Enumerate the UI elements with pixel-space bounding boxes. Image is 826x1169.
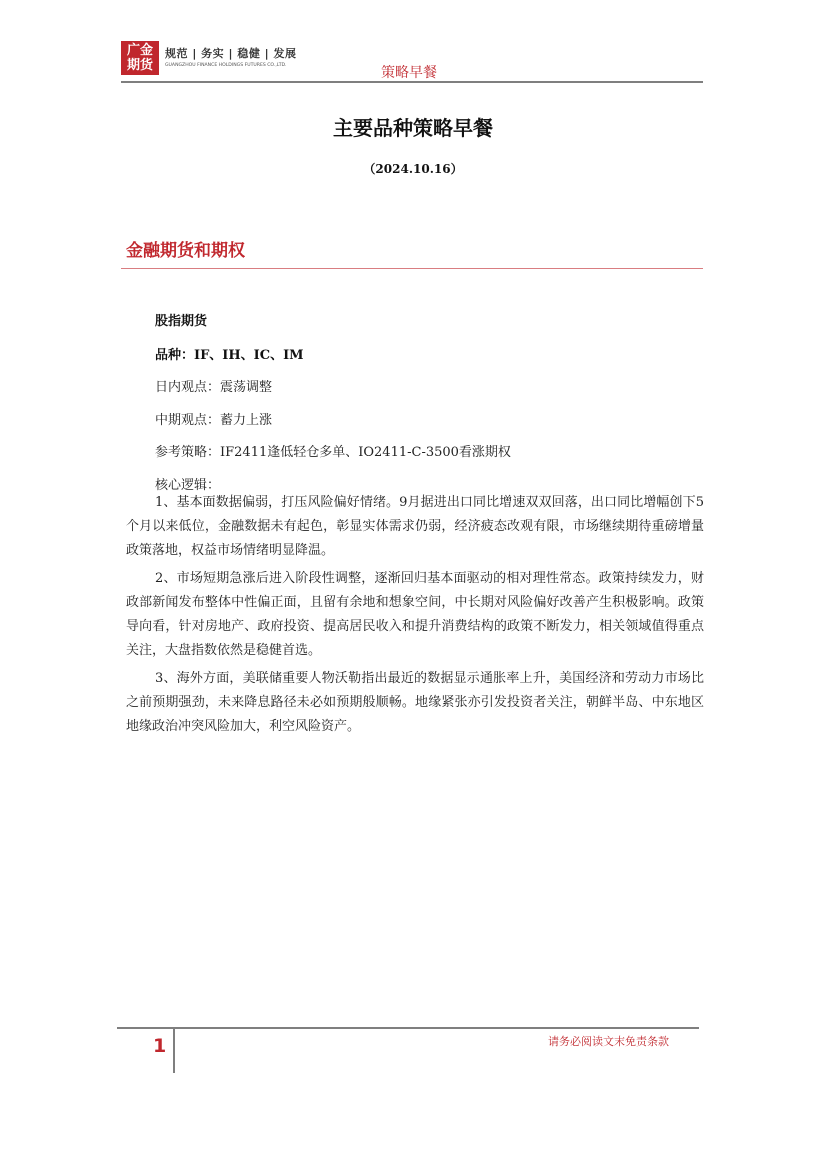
logic-paragraph-1: 1、基本面数据偏弱，打压风险偏好情绪。9月据进出口同比增速双双回落，出口同比增幅创下5个月以来低位，金融数据未有起色，彰显实体需求仍弱，经济疲态改观有限，市场继续期待重磅增量政策落地，权益市场情绪明显降温。 (126, 495, 704, 558)
company-logo (121, 41, 159, 75)
page-number: 1 (153, 1035, 167, 1057)
sub-heading: 股指期货 (155, 314, 208, 329)
footer-vertical-divider (173, 1029, 175, 1073)
report-name: 策略早餐 (381, 65, 437, 81)
section-divider (121, 268, 703, 269)
header-divider (121, 81, 703, 83)
logic-paragraph-2: 2、市场短期急涨后进入阶段性调整，逐渐回归基本面驱动的相对理性常态。政策持续发力，财政部新闻发布整体中性偏正面，且留有余地和想象空间，中长期对风险偏好改善产生积极影响。政策导向看，针对房地产、政府投资、提高居民收入和提升消费结构的政策不断发力，相关领域值得重点关注，大盘指数依然是稳健首选。 (126, 571, 704, 658)
strategy-line: 参考策略：IF2411逢低轻仓多单、IO2411-C-3500看涨期权 (155, 445, 511, 460)
company-english-name: GUANGZHOU FINANCE HOLDINGS FUTURES CO.,LTD. (165, 63, 287, 68)
document-date: （2024.10.16） (363, 162, 463, 176)
document-title: 主要品种策略早餐 (333, 116, 493, 140)
company-slogan: 规范 | 务实 | 稳健 | 发展 (165, 47, 297, 60)
footer-divider (117, 1027, 699, 1029)
disclaimer-link[interactable]: 请务必阅读文末免责条款 (548, 1035, 669, 1048)
logo-text-top: 广金 (126, 43, 153, 58)
midterm-view: 中期观点：蓄力上涨 (155, 413, 273, 428)
logic-paragraph-3: 3、海外方面，美联储重要人物沃勒指出最近的数据显示通胀率上升，美国经济和劳动力市场比之前预期强劲，未来降息路径未必如预期般顺畅。地缘紧张亦引发投资者关注，朝鲜半岛、中东地区地缘政治冲突风险加大，利空风险资产。 (126, 671, 704, 734)
logo-text-bottom: 期货 (126, 58, 153, 73)
section-heading: 金融期货和期权 (126, 241, 245, 261)
varieties-line: 品种：IF、IH、IC、IM (155, 348, 304, 363)
logic-label: 核心逻辑： (155, 478, 221, 493)
intraday-view: 日内观点：震荡调整 (155, 380, 273, 395)
